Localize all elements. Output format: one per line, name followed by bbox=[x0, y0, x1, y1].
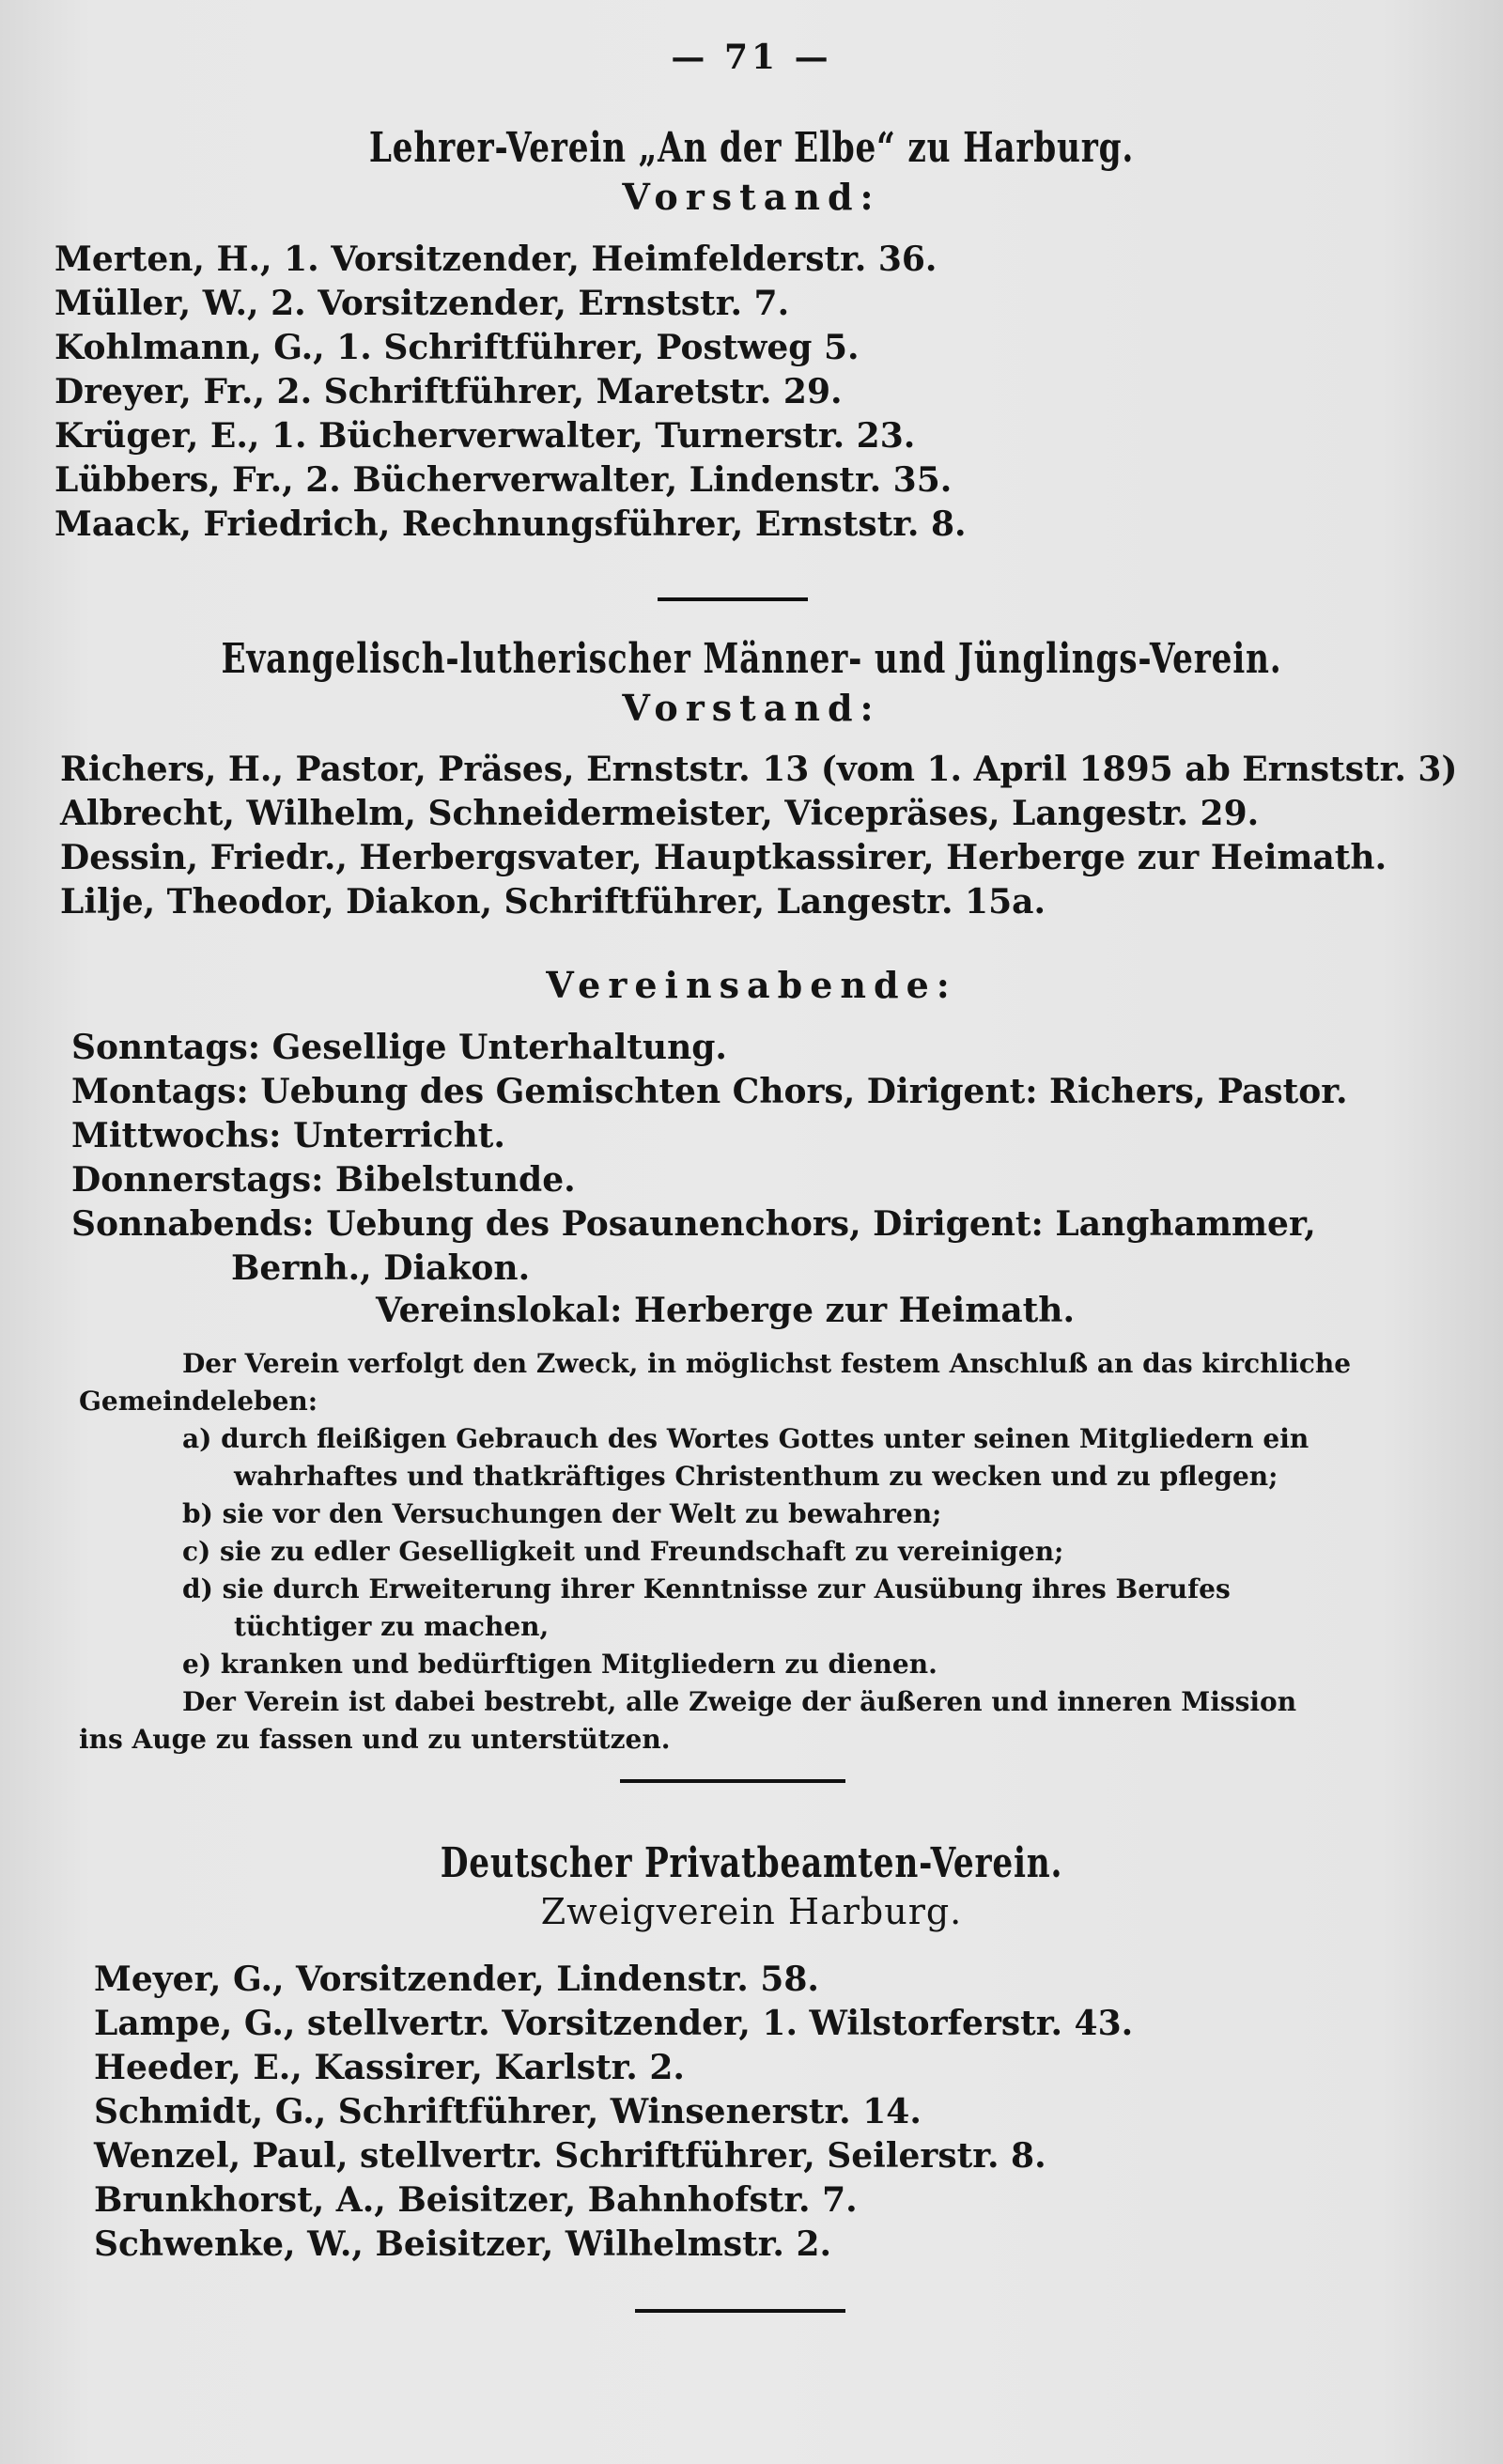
text-line: e) kranken und bedürftigen Mitgliedern zu dienen. bbox=[182, 1649, 937, 1680]
member-list bbox=[94, 1958, 1465, 2267]
section-title: Lehrer-Verein „An der Elbe“ zu Harburg. bbox=[368, 124, 1135, 172]
list-item: Montags: Uebung des Gemischten Chors, Dirigent: Richers, Pastor. bbox=[71, 1072, 1348, 1111]
list-item: Meyer, G., Vorsitzender, Lindenstr. 58. bbox=[94, 1960, 819, 1999]
list-item: Mittwochs: Unterricht. bbox=[71, 1116, 505, 1155]
member-list bbox=[60, 748, 1469, 924]
divider bbox=[620, 1779, 845, 1783]
list-item: Krüger, E., 1. Bücherverwalter, Turnerstr. 23. bbox=[54, 416, 916, 456]
section-title: Evangelisch-lutherischer Männer- und Jünglings-Verein. bbox=[221, 635, 1282, 683]
list-item: Heeder, E., Kassirer, Karlstr. 2. bbox=[94, 2048, 685, 2087]
section-lehrer-verein bbox=[0, 124, 1503, 218]
divider bbox=[635, 2309, 845, 2313]
list-item: Sonntags: Gesellige Unterhaltung. bbox=[71, 1028, 727, 1067]
member-list bbox=[54, 238, 1464, 547]
page-number: — 71 — bbox=[671, 38, 832, 77]
section-privatbeamten-verein bbox=[0, 1839, 1503, 1932]
list-item: Dreyer, Fr., 2. Schriftführer, Maretstr. 29. bbox=[54, 372, 843, 411]
list-item: Lampe, G., stellvertr. Vorsitzender, 1. Wilstorferstr. 43. bbox=[94, 2004, 1134, 2043]
text-line: ins Auge zu fassen und zu unterstützen. bbox=[79, 1724, 671, 1755]
evenings-list bbox=[71, 1026, 1462, 1291]
section-subtitle: Vorstand: bbox=[622, 176, 881, 218]
text-line: Der Verein ist dabei bestrebt, alle Zweige der äußeren und inneren Mission bbox=[182, 1686, 1297, 1717]
list-item: Sonnabends: Uebung des Posaunenchors, Dirigent: Langhammer, bbox=[71, 1204, 1316, 1244]
lokal-block bbox=[376, 1289, 1409, 1333]
evenings-heading-block bbox=[0, 964, 1503, 1006]
text-line: tüchtiger zu machen, bbox=[234, 1611, 550, 1642]
divider bbox=[658, 597, 808, 601]
list-item: Schmidt, G., Schriftführer, Winsenerstr. 14. bbox=[94, 2092, 922, 2131]
list-item: Bernh., Diakon. bbox=[231, 1248, 531, 1288]
list-item: Kohlmann, G., 1. Schriftführer, Postweg 5. bbox=[54, 328, 860, 367]
list-item: Wenzel, Paul, stellvertr. Schriftführer, Seilerstr. 8. bbox=[94, 2136, 1046, 2176]
list-item: Lübbers, Fr., 2. Bücherverwalter, Lindenstr. 35. bbox=[54, 460, 953, 500]
purpose-text bbox=[79, 1345, 1450, 1759]
text-line: b) sie vor den Versuchungen der Welt zu bewahren; bbox=[182, 1498, 942, 1529]
list-item: Donnerstags: Bibelstunde. bbox=[71, 1160, 576, 1200]
list-item: Dessin, Friedr., Herbergsvater, Hauptkassirer, Herberge zur Heimath. bbox=[60, 838, 1387, 877]
list-item: Albrecht, Wilhelm, Schneidermeister, Vicepräses, Langestr. 29. bbox=[60, 794, 1260, 833]
list-item: Müller, W., 2. Vorsitzender, Ernststr. 7. bbox=[54, 284, 790, 323]
list-item: Brunkhorst, A., Beisitzer, Bahnhofstr. 7. bbox=[94, 2180, 858, 2220]
list-item: Merten, H., 1. Vorsitzender, Heimfelderstr. 36. bbox=[54, 240, 937, 279]
text-line: a) durch fleißigen Gebrauch des Wortes Gottes unter seinen Mitgliedern ein bbox=[182, 1423, 1309, 1454]
section-maenner-verein bbox=[0, 635, 1503, 729]
text-line: d) sie durch Erweiterung ihrer Kenntnisse zur Ausübung ihres Berufes bbox=[182, 1573, 1231, 1604]
list-item: Richers, H., Pastor, Präses, Ernststr. 13 (vom 1. April 1895 ab Ernststr. 3) bbox=[60, 750, 1458, 789]
text-line: wahrhaftes und thatkräftiges Christenthum zu wecken und zu pflegen; bbox=[234, 1461, 1278, 1492]
vereinslokal: Vereinslokal: Herberge zur Heimath. bbox=[376, 1291, 1075, 1330]
text-line: Der Verein verfolgt den Zweck, in möglichst festem Anschluß an das kirchliche bbox=[182, 1348, 1352, 1379]
evenings-title: Vereinsabende: bbox=[546, 964, 957, 1006]
section-subtitle: Zweigverein Harburg. bbox=[540, 1891, 963, 1932]
list-item: Lilje, Theodor, Diakon, Schriftführer, Langestr. 15a. bbox=[60, 882, 1046, 922]
text-line: c) sie zu edler Geselligkeit und Freundschaft zu vereinigen; bbox=[182, 1536, 1064, 1567]
list-item: Schwenke, W., Beisitzer, Wilhelmstr. 2. bbox=[94, 2224, 832, 2264]
section-subtitle: Vorstand: bbox=[622, 687, 881, 729]
section-title: Deutscher Privatbeamten-Verein. bbox=[440, 1839, 1063, 1887]
text-line: Gemeindeleben: bbox=[79, 1386, 318, 1417]
list-item: Maack, Friedrich, Rechnungsführer, Ernststr. 8. bbox=[54, 504, 967, 544]
